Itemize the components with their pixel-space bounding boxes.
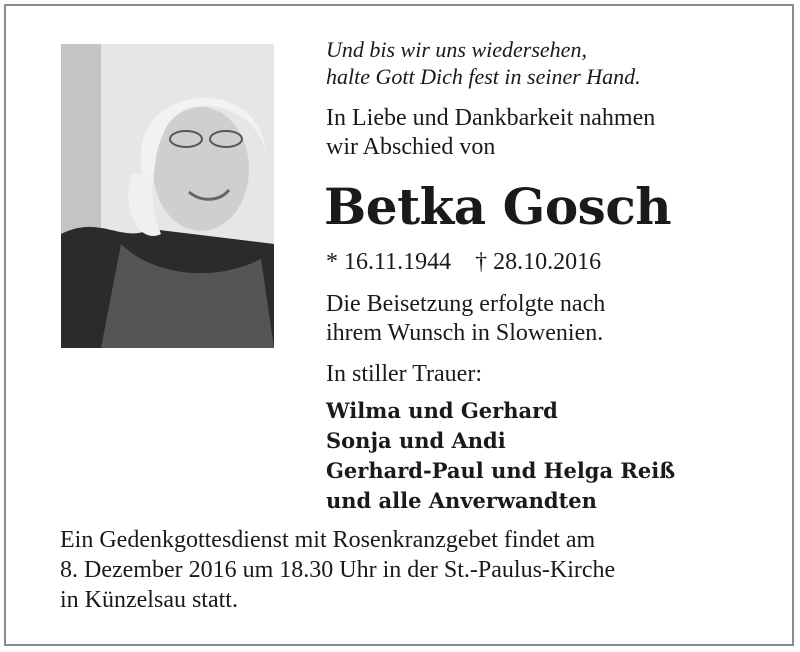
mourners-heading: In stiller Trauer: xyxy=(326,361,482,387)
death-date: † 28.10.2016 xyxy=(475,249,602,275)
portrait-photo xyxy=(61,44,274,348)
intro-line: wir Abschied von xyxy=(326,134,496,160)
motto-line: Und bis wir uns wiedersehen, xyxy=(326,37,587,62)
burial-note xyxy=(326,290,766,348)
mourners-list xyxy=(326,396,766,516)
memorial-service-note xyxy=(60,525,760,615)
service-line: in Künzelsau statt. xyxy=(60,587,238,613)
deceased-name: Betka Gosch xyxy=(324,177,672,236)
mourner-name: Gerhard-Paul und Helga Reiß xyxy=(326,458,676,483)
mourner-name: und alle Anverwandten xyxy=(326,488,597,513)
intro-text xyxy=(326,104,766,162)
birth-date: * 16.11.1944 xyxy=(326,249,452,275)
mourner-name: Sonja und Andi xyxy=(326,428,506,453)
intro-line: In Liebe und Dankbarkeit nahmen xyxy=(326,105,656,131)
service-line: 8. Dezember 2016 um 18.30 Uhr in der St.-Paulus-Kirche xyxy=(60,557,616,583)
life-dates xyxy=(326,248,766,277)
burial-line: Die Beisetzung erfolgte nach xyxy=(326,291,606,317)
service-line: Ein Gedenkgottesdienst mit Rosenkranzgebet findet am xyxy=(60,527,596,553)
mourner-name: Wilma und Gerhard xyxy=(326,398,558,423)
memorial-motto xyxy=(326,36,766,90)
motto-line: halte Gott Dich fest in seiner Hand. xyxy=(326,64,641,89)
burial-line: ihrem Wunsch in Slowenien. xyxy=(326,320,604,346)
